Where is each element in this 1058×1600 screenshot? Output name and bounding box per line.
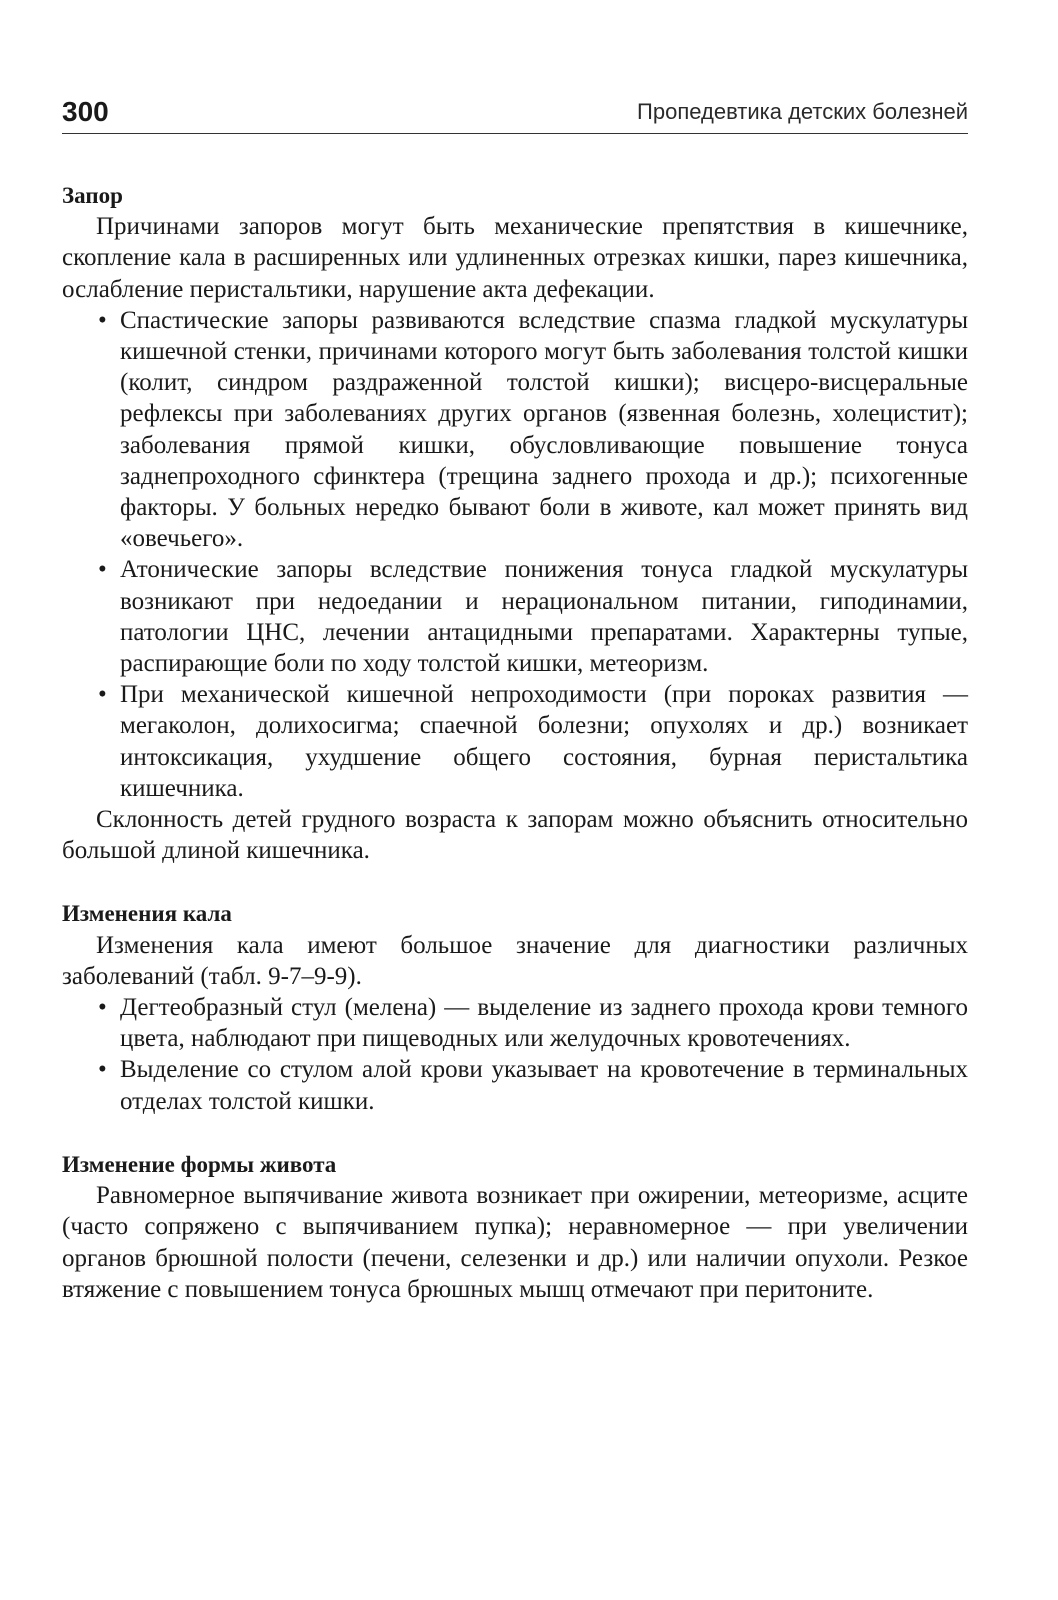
list-item-text: Выделение со стулом алой крови указывает на кровотечение в терминальных отделах толстой кишки. [120,1056,968,1115]
bullet-glyph: • [98,681,107,709]
section-title: Изменение формы живота [62,1151,337,1177]
section-intro: Причинами запоров могут быть механические препятствия в кишечнике, скопление кала в расширенных или удлиненных отрезках кишки, парез кишечника, ослабление перистальтики, нарушение акта дефекации. [62,213,968,303]
section-title: Запор [62,183,123,208]
section-title: Изменения кала [62,901,232,927]
list-item-text: При механической кишечной непроходимости (при пороках развития — мегаколон, долихосигма; спаечной болезни; опухолях и др.) возникает интоксикация, ухудшение общего состояния, бурная перистальтика кишечника. [120,681,968,802]
bullet-glyph: • [98,994,107,1022]
section-spacer [62,1117,968,1149]
running-title: Пропедевтика детских болезней [637,99,968,124]
list-item-text: Дегтеобразный стул (мелена) — выделение из заднего прохода крови темного цвета, наблюдают при пищеводных или желудочных кровотечениях. [120,994,968,1053]
bullet-glyph: • [98,1056,107,1084]
running-head [62,92,968,136]
list-item [62,1054,968,1116]
page-body [62,180,968,1305]
section-constipation [62,180,968,866]
section-intro: Равномерное выпячивание живота возникает при ожирении, метеоризме, асците (часто сопряжено с выпячиванием пупка); неравномерное — при увеличении органов брюшной полости (печени, селезенки и др.) или наличии опухоли. Резкое втяжение с повышением тонуса брюшных мышц отмечают при перитоните. [62,1182,968,1303]
section-abdomen-shape [62,1149,968,1305]
list-item-text: Атонические запоры вследствие понижения тонуса гладкой мускулатуры возникают при недоедании и нерациональном питании, гиподинамии, патологии ЦНС, лечении антацидными препаратами. Характерны тупые, распирающие боли по ходу толстой кишки, метеоризм. [120,556,968,678]
header-rule [62,133,968,134]
list-item-text: Спастические запоры развиваются вследствие спазма гладкой мускулатуры кишечной стенки, причинами которого могут быть заболевания толстой кишки (колит, синдром раздраженной толстой кишки); висцеро-висцеральные рефлексы при заболеваниях других органов (язвенная болезнь, холецистит); заболевания прямой кишки, обусловливающие повышение тонуса заднепроходного сфинктера (трещина заднего прохода и др.); психогенные факторы. У больных нередко бывают боли в животе, кал может принять вид «овечьего». [120,306,968,553]
bullet-list [62,992,968,1117]
list-item [62,305,968,555]
section-spacer [62,866,968,898]
section-stool-changes [62,898,968,1116]
bullet-glyph: • [98,556,107,584]
list-item [62,554,968,679]
section-intro: Изменения кала имеют большое значение для диагностики различных заболеваний (табл. 9-7–9-9). [62,931,968,990]
section-outro: Склонность детей грудного возраста к запорам можно объяснить относительно большой длиной кишечника. [62,806,968,865]
page-number: 300 [62,96,109,127]
list-item [62,679,968,804]
list-item [62,992,968,1054]
bullet-glyph: • [98,306,107,334]
bullet-list [62,305,968,804]
